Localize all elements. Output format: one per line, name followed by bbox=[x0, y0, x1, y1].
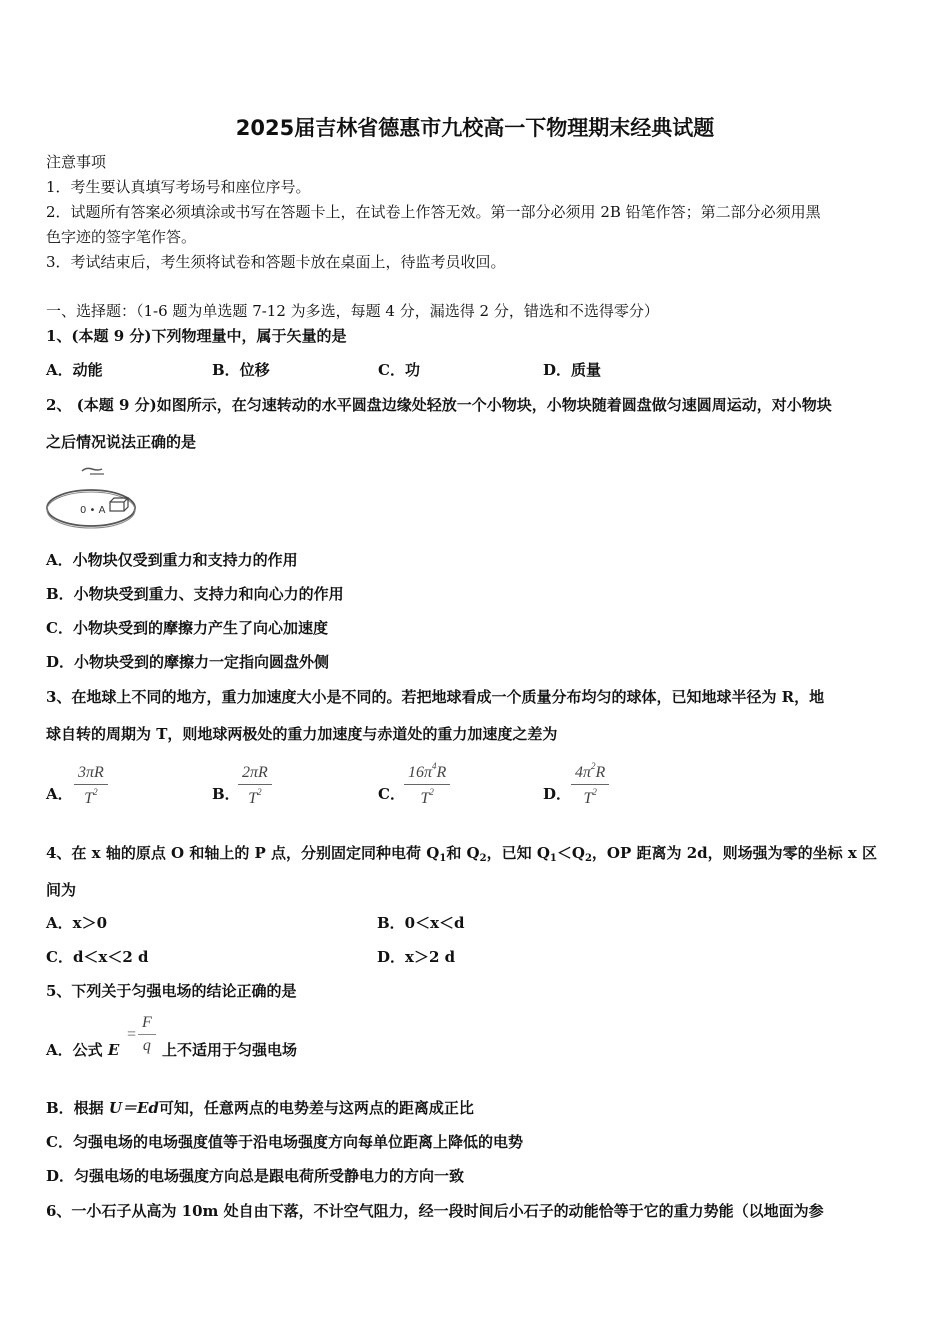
notice-item: 色字迹的签字笔作答。 bbox=[46, 228, 197, 246]
question-2-stem: 2、 (本题 9 分)如图所示，在匀速转动的水平圆盘边缘处轻放一个小物块，小物块随着圆盘做匀速圆周运动，对小物块 bbox=[46, 396, 832, 414]
rotation-arrow-icon bbox=[82, 468, 102, 471]
small-block bbox=[110, 502, 124, 511]
q5-option-b: B．根据 U＝Ed可知，任意两点的电势差与这两点的距离成正比 bbox=[46, 1099, 474, 1117]
q3-option-a-label: A． bbox=[46, 785, 73, 803]
q2-option-c: C．小物块受到的摩擦力产生了向心加速度 bbox=[46, 619, 328, 637]
q4-option-c: C．d＜x＜2 d bbox=[46, 948, 149, 966]
question-4-stem: 4、在 x 轴的原点 O 和轴上的 P 点，分别固定同种电荷 $Q_1$和 $Q_2$，已知 $Q_1<Q_2$，OP 距离为 2d，则场强为零的坐标 x 区 bbox=[46, 844, 878, 864]
notice-item: 3．考试结束后，考生须将试卷和答题卡放在桌面上，待监考员收回。 bbox=[46, 253, 506, 271]
q5-option-a: A．公式 E bbox=[46, 1041, 120, 1059]
q5-option-d: D．匀强电场的电场强度方向总是跟电荷所受静电力的方向一致 bbox=[46, 1167, 465, 1185]
question-3-stem-cont: 球自转的周期为 T，则地球两极处的重力加速度与赤道处的重力加速度之差为 bbox=[46, 725, 558, 743]
question-3-stem: 3、在地球上不同的地方，重力加速度大小是不同的。若把地球看成一个质量分布均匀的球体，已知地球半径为 R，地 bbox=[46, 688, 825, 706]
notice-item: 1．考生要认真填写考场号和座位序号。 bbox=[46, 178, 311, 196]
q3-option-b-formula: $\frac{2\pi R}{T^2}$ bbox=[238, 761, 272, 808]
q5-option-a-fraction: $\frac{F}{q}$ bbox=[138, 1014, 156, 1055]
q4-option-a: A．x＞0 bbox=[46, 914, 108, 932]
q3-option-a-formula: $\frac{3\pi R}{T^2}$ bbox=[74, 761, 108, 808]
question-5-stem: 5、下列关于匀强电场的结论正确的是 bbox=[46, 982, 297, 1000]
q4-option-b: B．0＜x＜d bbox=[377, 914, 465, 932]
q1-option-c: C．功 bbox=[378, 361, 420, 379]
q4-option-d: D．x＞2 d bbox=[377, 948, 456, 966]
q1-option-b: B．位移 bbox=[212, 361, 270, 379]
q3-option-d-label: D． bbox=[543, 785, 572, 803]
q2-option-b: B．小物块受到重力、支持力和向心力的作用 bbox=[46, 585, 344, 603]
q1-option-a: A．动能 bbox=[46, 361, 103, 379]
disc-label: 0 • A bbox=[80, 505, 106, 516]
q2-option-a: A．小物块仅受到重力和支持力的作用 bbox=[46, 551, 298, 569]
notice-heading: 注意事项 bbox=[46, 153, 107, 171]
page-title: 2025届吉林省德惠市九校高一下物理期末经典试题 bbox=[235, 116, 715, 140]
question-4-stem-cont: 间为 bbox=[46, 881, 77, 899]
rotating-disc-figure bbox=[44, 462, 140, 530]
q5-option-a-text: 上不适用于匀强电场 bbox=[162, 1041, 298, 1059]
q5-option-a-equals: = bbox=[127, 1026, 137, 1043]
q3-option-d-formula: $\frac{4\pi^2R}{T^2}$ bbox=[571, 761, 609, 808]
question-6-stem: 6、一小石子从高为 10m 处自由下落，不计空气阻力，经一段时间后小石子的动能恰等于它的重力势能（以地面为参 bbox=[46, 1202, 824, 1220]
q5-option-c: C．匀强电场的电场强度值等于沿电场强度方向每单位距离上降低的电势 bbox=[46, 1133, 523, 1151]
q3-option-b-label: B． bbox=[212, 785, 240, 803]
section-heading: 一、选择题：（1-6 题为单选题 7-12 为多选，每题 4 分，漏选得 2 分，错选和不选得零分） bbox=[46, 302, 659, 320]
q1-option-d: D．质量 bbox=[543, 361, 602, 379]
q3-option-c-formula: $\frac{16\pi^4R}{T^2}$ bbox=[404, 761, 450, 808]
notice-item: 2．试题所有答案必须填涂或书写在答题卡上，在试卷上作答无效。第一部分必须用 2B 铅笔作答；第二部分必须用黑 bbox=[46, 203, 821, 221]
q3-option-c-label: C． bbox=[378, 785, 405, 803]
question-2-stem-cont: 之后情况说法正确的是 bbox=[46, 433, 197, 451]
question-1-stem: 1、(本题 9 分)下列物理量中，属于矢量的是 bbox=[46, 327, 347, 345]
q2-option-d: D．小物块受到的摩擦力一定指向圆盘外侧 bbox=[46, 653, 330, 671]
